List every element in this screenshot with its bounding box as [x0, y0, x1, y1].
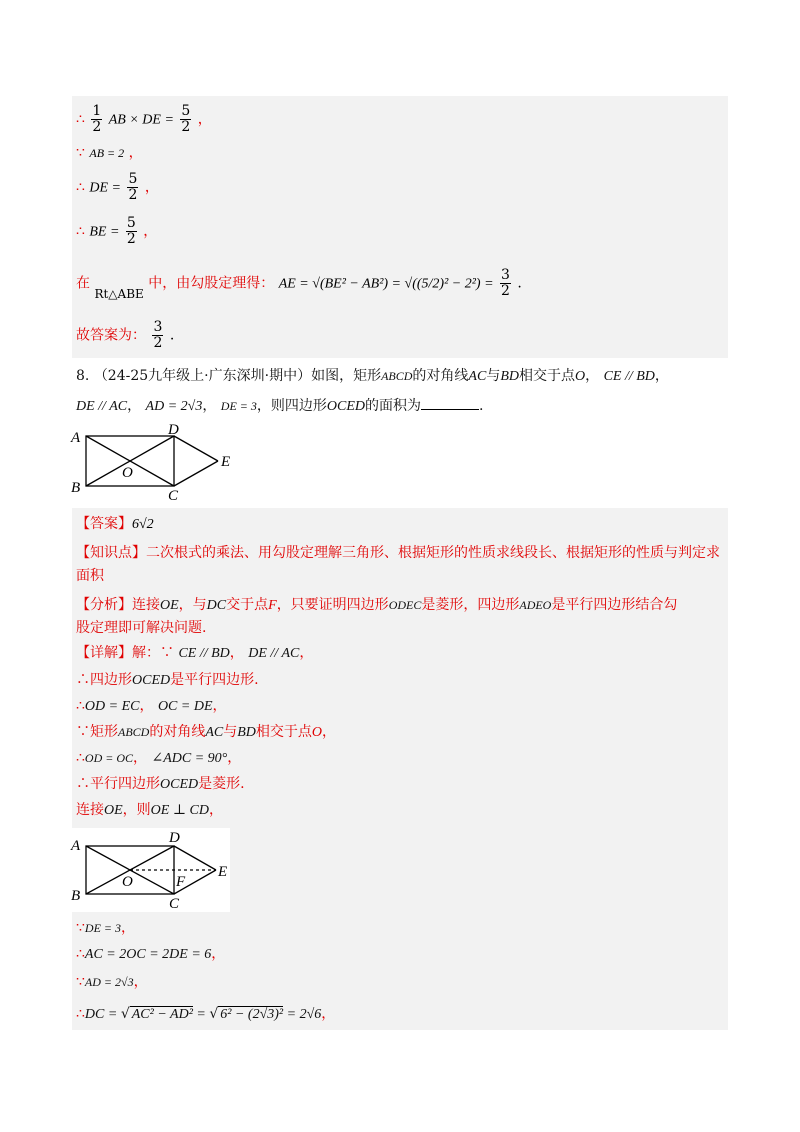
knowledge-line-1: 【知识点】二次根式的乘法、用勾股定理解三角形、根据矩形的性质求线段长、根据矩形的性质与判定求 [76, 545, 720, 561]
problem-8-line-1: 8. （24-25九年级上·广东深圳·期中）如图，矩形ABCD的对角线AC与BD相交于点O， CE // BD， [76, 368, 669, 384]
top-line-4: ∴ BE = $\frac{5}{2}$ ， [76, 215, 158, 247]
detail-line-4: ∵矩形ABCD的对角线AC与BD相交于点O， [76, 724, 337, 740]
equation-text: AB × DE = [108, 112, 174, 128]
detail-line-1: 【详解】解：∵ CE // BD， DE // AC， [76, 645, 314, 661]
label-O: O [122, 874, 133, 890]
knowledge-line-2: 面积 [76, 568, 104, 584]
detail-line-11: ∴DC = √ AC² − AD² = √ 6² − (2√3)² = 2√6， [76, 1006, 336, 1022]
detail-line-5: ∴OD = OC， ∠ADC = 90°， [76, 750, 242, 766]
knowledge-tag: 【知识点】 [76, 545, 146, 561]
label-B: B [71, 888, 81, 904]
top-line-3: ∴ DE = $\frac{5}{2}$ ， [76, 171, 159, 203]
therefore-symbol: ∴ [76, 111, 85, 128]
analysis-line-1: 【分析】连接OE，与DC交于点F，只要证明四边形ODEC是菱形，四边形ADEO是平行四边形结合勾 [76, 597, 678, 613]
label-E: E [218, 864, 228, 880]
fraction-rhs: $\frac{5}{2}$ [181, 103, 191, 135]
answer-line: 【答案】6√2 [76, 516, 154, 532]
detail-line-3: ∴OD = EC， OC = DE， [76, 698, 227, 714]
label-F: F [176, 874, 186, 890]
solution-block-top [72, 96, 728, 358]
label-C: C [168, 488, 179, 502]
top-line-2: ∵ AB = 2 ， [76, 145, 143, 161]
problem-number: 8. [76, 368, 90, 384]
detail-line-7: 连接OE，则OE ⊥ CD， [76, 802, 223, 818]
label-A: A [71, 838, 81, 854]
answer-tag: 【答案】 [76, 516, 132, 532]
detail-line-2: ∴四边形OCED是平行四边形. [76, 672, 259, 688]
figure-rectangle-1 [66, 422, 246, 502]
label-O: O [122, 465, 133, 481]
detail-line-8: ∵DE = 3， [76, 920, 136, 936]
problem-source: （24-25九年级上·广东深圳·期中） [93, 368, 312, 384]
detail-line-9: ∴AC = 2OC = 2DE = 6， [76, 946, 226, 962]
top-line-1: ∴ $\frac{1}{2}$ AB × DE = $\frac{5}{2}$ ， [76, 103, 212, 135]
detail-line-10: ∵AD = 2√3， [76, 974, 148, 990]
problem-8-line-2: DE // AC， AD = 2√3， DE = 3，则四边形OCED的面积为 . [76, 395, 483, 417]
analysis-line-2: 股定理即可解决问题. [76, 620, 207, 636]
fraction-half: $\frac{1}{2}$ [92, 103, 102, 135]
answer-blank[interactable] [421, 395, 479, 410]
label-D: D [168, 422, 179, 438]
figure-rectangle-2 [66, 828, 236, 912]
label-D: D [169, 830, 180, 846]
label-C: C [169, 896, 180, 912]
detail-tag: 【详解】 [76, 645, 132, 661]
label-B: B [71, 480, 81, 496]
top-line-5: 在 Rt△ABE 中，由勾股定理得： AE = √(BE² − AB²) = √((5/2)² − 2²) = $\frac{3}{2}$ . [76, 267, 522, 301]
label-E: E [221, 454, 231, 470]
analysis-tag: 【分析】 [76, 597, 132, 613]
detail-line-6: ∴平行四边形OCED是菱形. [76, 776, 245, 792]
top-line-6: 故答案为： $\frac{3}{2}$ . [76, 319, 175, 351]
label-A: A [71, 430, 81, 446]
